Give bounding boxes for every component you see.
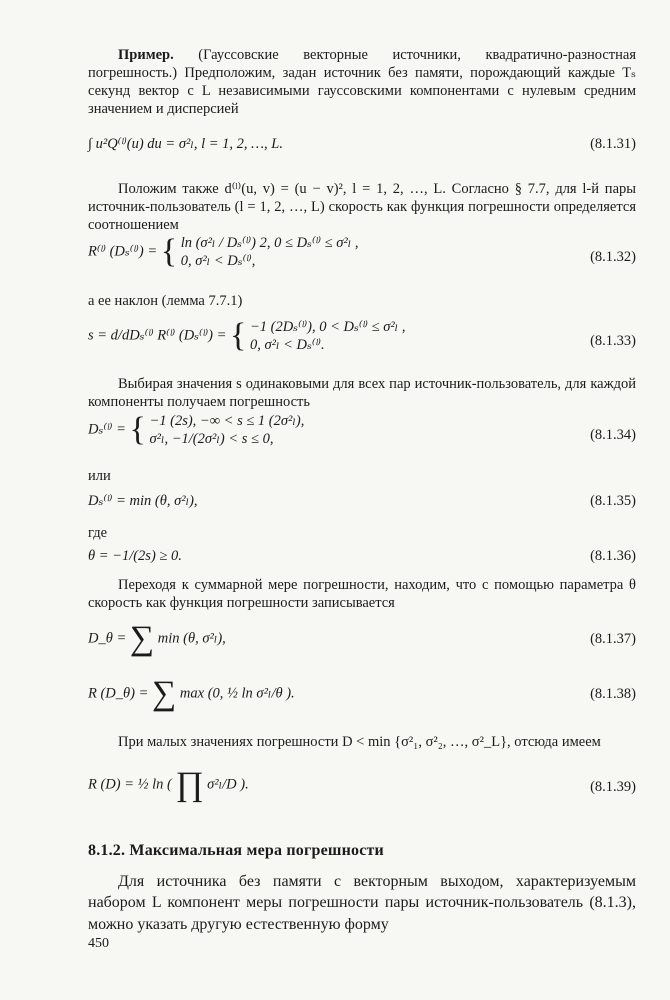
equation-8-1-31 xyxy=(88,135,636,175)
equation-8-1-35 xyxy=(88,492,636,532)
sum-symbol: ∑ xyxy=(152,675,177,712)
equation-number: (8.1.33) xyxy=(590,333,636,349)
example-text: (Гауссовские векторные источники, квадратично-разностная погрешность.) Предположим, задан источник без памяти, порождающий каждые Tₛ секунд вектор с L независимыми гауссовскими компонентами с нулевым средним значением и дисперсией xyxy=(88,47,636,118)
equation-8-1-34 xyxy=(88,412,636,462)
equation-cases xyxy=(250,318,406,354)
equation-number: (8.1.36) xyxy=(590,548,636,564)
equation-cases xyxy=(181,234,359,270)
equation-number: (8.1.38) xyxy=(590,686,636,702)
equation-number: (8.1.37) xyxy=(590,631,636,647)
paragraph-5: Переходя к суммарной мере погрешности, находим, что с помощью параметра θ скорость как функция погрешности записывается xyxy=(88,577,636,612)
equation-lhs: s = d/dDₛ⁽ˡ⁾ R⁽ˡ⁾ (Dₛ⁽ˡ⁾) = xyxy=(88,327,227,344)
case-line-2: σ²ₗ, −1/(2σ²ₗ) < s ≤ 0, xyxy=(149,431,274,448)
equation-lhs: R⁽ˡ⁾ (Dₛ⁽ˡ⁾) = xyxy=(88,243,158,260)
equation-rhs: σ²ₗ/D ). xyxy=(207,776,249,793)
case-line-1: ln (σ²ₗ / Dₛ⁽ˡ⁾) 2, 0 ≤ Dₛ⁽ˡ⁾ ≤ σ²ₗ , xyxy=(180,235,359,251)
equation-rhs: min (θ, σ²ₗ), xyxy=(157,630,226,647)
example-paragraph xyxy=(88,46,636,119)
equation-lhs: R (D) = ½ ln ( xyxy=(88,776,172,793)
equation-expression: ∫ u²Q⁽ˡ⁾(u) du = σ²ₗ, l = 1, 2, …, L. xyxy=(88,136,283,152)
equation-8-1-33 xyxy=(88,318,636,368)
sum-symbol: ∑ xyxy=(129,620,155,657)
case-line-1: −1 (2s), −∞ < s ≤ 1 (2σ²ₗ), xyxy=(149,413,305,429)
case-line-2: 0, σ²ₗ < Dₛ⁽ˡ⁾, xyxy=(180,253,256,270)
case-line-2: 0, σ²ₗ < Dₛ⁽ˡ⁾. xyxy=(249,337,325,354)
paragraph-6: При малых значениях погрешности D < min {σ²₁, σ²₂, …, σ²_L}, отсюда имеем xyxy=(118,734,601,750)
paragraph-7: Для источника без памяти с векторным выходом, характеризуемым набором L компонент меры погрешности пары источник-пользователь (8.1.3), можно указать другую естественную форму xyxy=(88,873,636,933)
equation-8-1-32 xyxy=(88,234,636,284)
equation-8-1-38 xyxy=(88,673,636,723)
equation-number: (8.1.31) xyxy=(590,136,636,152)
equation-cases xyxy=(149,412,304,448)
equation-lhs: D_θ = xyxy=(88,630,127,647)
page-number: 450 xyxy=(88,936,109,951)
equation-8-1-37 xyxy=(88,618,636,668)
equation-8-1-39 xyxy=(88,764,636,816)
equation-number: (8.1.35) xyxy=(590,493,636,509)
equation-number: (8.1.32) xyxy=(590,249,636,265)
word-ili: или xyxy=(88,468,111,484)
paragraph-4: Выбирая значения s одинаковыми для всех пар источник-пользователь, для каждой компоненты получаем погрешность xyxy=(88,376,636,411)
paragraph-2: Положим также d⁽ˡ⁾(u, v) = (u − v)², l = 1, 2, …, L. Согласно § 7.7, для l-й пары источник-пользователь (l = 1, 2, …, L) скорость как функция погрешности определяется соотношением xyxy=(88,181,636,234)
example-label: Пример. xyxy=(118,47,174,63)
product-symbol: ∏ xyxy=(175,766,204,803)
equation-expression: θ = −1/(2s) ≥ 0. xyxy=(88,548,182,564)
equation-number: (8.1.34) xyxy=(590,427,636,443)
paragraph-3: а ее наклон (лемма 7.7.1) xyxy=(88,293,243,309)
case-line-1: −1 (2Dₛ⁽ˡ⁾), 0 < Dₛ⁽ˡ⁾ ≤ σ²ₗ , xyxy=(249,319,406,335)
equation-lhs: Dₛ⁽ˡ⁾ = xyxy=(88,421,126,438)
left-brace: { xyxy=(129,411,146,449)
equation-expression: Dₛ⁽ˡ⁾ = min (θ, σ²ₗ), xyxy=(88,493,198,509)
section-heading: 8.1.2. Максимальная мера погрешности xyxy=(88,842,384,859)
left-brace: { xyxy=(230,317,247,355)
left-brace: { xyxy=(160,233,178,271)
equation-lhs: R (D_θ) = xyxy=(88,685,149,702)
equation-number: (8.1.39) xyxy=(590,779,636,795)
equation-rhs: max (0, ½ ln σ²ₗ/θ ). xyxy=(179,685,295,702)
word-gde: где xyxy=(88,525,108,541)
